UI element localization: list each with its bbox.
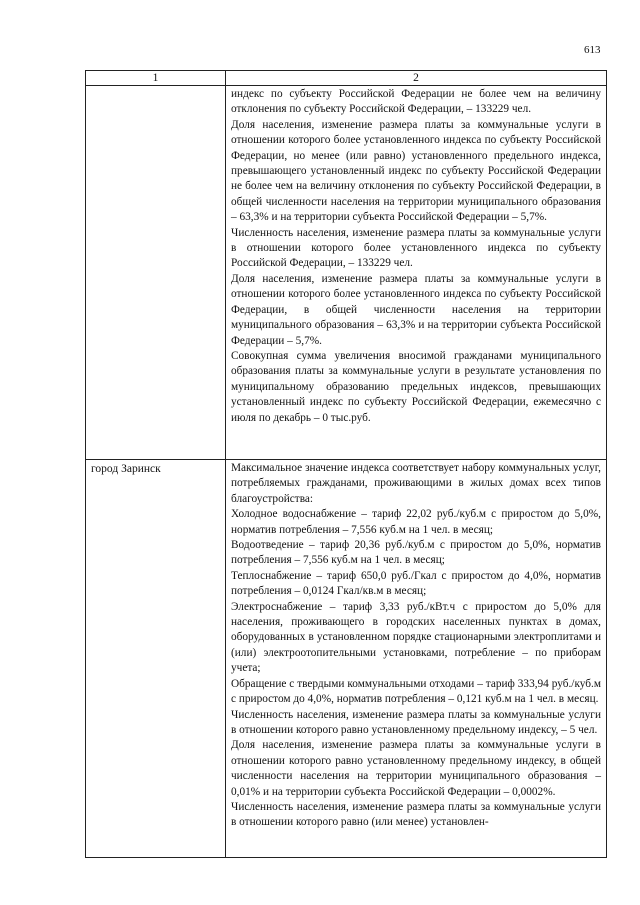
table-row bbox=[86, 460, 607, 858]
description-cell bbox=[226, 86, 607, 460]
territory-cell bbox=[86, 86, 226, 460]
paragraph: Водоотведение – тариф 20,36 руб./куб.м с приростом до 5,0%, норматив потребления – 7,556 куб.м на 1 чел. в месяц; bbox=[231, 539, 601, 567]
paragraph: Теплоснабжение – тариф 650,0 руб./Гкал с приростом до 4,0%, норматив потребления – 0,0124 Гкал/кв.м в месяц; bbox=[231, 569, 601, 598]
paragraph: Доля населения, изменение размера платы за коммунальные услуги в отношении которого более установленного индекса по субъекту Российской Федерации, в общей численности населения на территории муниципального образования – 63,3% и на территории субъекта Российской Федерации – 5,7%. bbox=[231, 272, 601, 347]
paragraph: Максимальное значение индекса соответствует набору коммунальных услуг, потребляемых гражданами, проживающими в жилых домах всех типов благоустройства: bbox=[231, 462, 601, 505]
column-header-1: 1 bbox=[86, 71, 226, 86]
paragraph: Обращение с твердыми коммунальными отходами – тариф 333,94 руб./куб.м с приростом до 4,0%, норматив потребления – 0,121 куб.м на 1 чел. в месяц. bbox=[231, 677, 601, 706]
paragraph: Численность населения, изменение размера платы за коммунальные услуги в отношении которого равно (или менее) установлен- bbox=[231, 800, 601, 829]
paragraph: Доля населения, изменение размера платы за коммунальные услуги в отношении которого равно установленному предельному индексу, в общей численности населения на территории муниципального образования – 0,01% и на территории субъекта Российской Федерации – 0,0002%. bbox=[231, 739, 601, 798]
data-table bbox=[85, 70, 607, 858]
column-header-2: 2 bbox=[226, 71, 607, 86]
paragraph: Численность населения, изменение размера платы за коммунальные услуги в отношении которого более установленного индекса по субъекту Российской Федерации, – 133229 чел. bbox=[231, 226, 601, 270]
description-cell bbox=[226, 460, 607, 858]
paragraph: индекс по субъекту Российской Федерации не более чем на величину отклонения по субъекту Российской Федерации, – 133229 чел. bbox=[231, 88, 601, 116]
paragraph: Совокупная сумма увеличения вносимой гражданами муниципального образования платы за коммунальные услуги в результате установления по муниципальному образованию предельных индексов, превышающих установленный индекс по субъекту Российской Федерации, ежемесячно с июля по декабрь – 0 тыс.руб. bbox=[231, 349, 601, 424]
paragraph: Холодное водоснабжение – тариф 22,02 руб./куб.м с приростом до 5,0%, норматив потребления – 7,556 куб.м на 1 чел. в месяц; bbox=[231, 508, 601, 536]
paragraph: Электроснабжение – тариф 3,33 руб./кВт.ч с приростом до 5,0% для населения, проживающего в городских населенных пунктах в домах, оборудованных в установленном порядке стационарными электроплитами и (или) электроотопительными установками, потребление – по приборам учета; bbox=[231, 600, 601, 675]
paragraph: Доля населения, изменение размера платы за коммунальные услуги в отношении которого более установленного индекса по субъекту Российской Федерации, но менее (или равно) установленного предельного индекса, превышающего установленный индекс по субъекту Российской Федерации не более чем на величину отклонения по субъекту Российской Федерации, в общей численности населения на территории муниципального образования – 63,3% и на территории субъекта Российской Федерации – 5,7%. bbox=[231, 118, 601, 224]
table-row bbox=[86, 86, 607, 460]
paragraph: Численность населения, изменение размера платы за коммунальные услуги в отношении которого равно установленному предельному индексу, – 5 чел. bbox=[231, 708, 601, 736]
page-number: 613 bbox=[584, 44, 601, 56]
table-header-row bbox=[86, 71, 607, 86]
territory-cell: город Заринск bbox=[86, 460, 226, 858]
